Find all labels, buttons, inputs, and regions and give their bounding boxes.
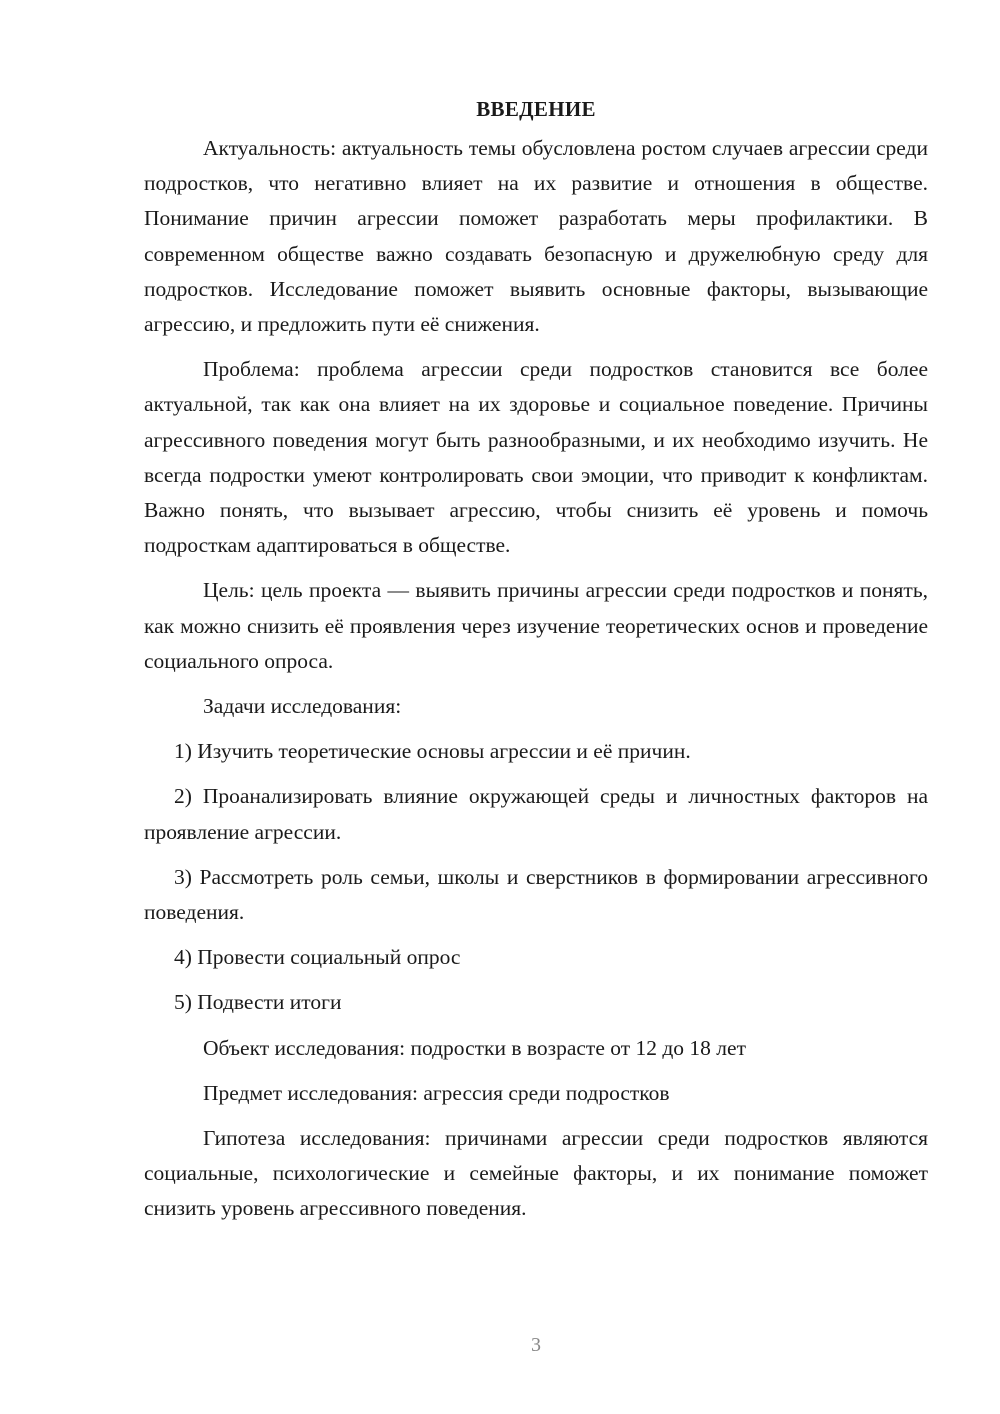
- paragraph-hypothesis: Гипотеза исследования: причинами агрессии среди подростков являются социальные, психологические и семейные факторы, и их понимание поможет снизить уровень агрессивного поведения.: [144, 1126, 928, 1221]
- task-item-5: 5) Подвести итоги: [174, 990, 342, 1015]
- task-item-1: 1) Изучить теоретические основы агрессии и её причин.: [174, 739, 691, 764]
- paragraph-relevance: Актуальность: актуальность темы обусловлена ростом случаев агрессии среди подростков, что негативно влияет на их развитие и отношения в обществе. Понимание причин агрессии поможет разработать меры профилактики. В современном обществе важно создавать безопасную и дружелюбную среду для подростков. Исследование поможет выявить основные факторы, вызывающие агрессию, и предложить пути её снижения.: [144, 136, 928, 337]
- section-title: ВВЕДЕНИЕ: [476, 97, 596, 121]
- paragraph-goal: Цель: цель проекта — выявить причины агрессии среди подростков и понять, как можно снизить её проявления через изучение теоретических основ и проведение социального опроса.: [144, 578, 928, 673]
- tasks-heading: Задачи исследования:: [203, 694, 402, 719]
- paragraph-problem: Проблема: проблема агрессии среди подростков становится все более актуальной, так как она влияет на их здоровье и социальное поведение. Причины агрессивного поведения могут быть разнообразными, и их необходимо изучить. Не всегда подростки умеют контролировать свои эмоции, что приводит к конфликтам. Важно понять, что вызывает агрессию, чтобы снизить её уровень и помочь подросткам адаптироваться в обществе.: [144, 357, 928, 558]
- document-page: [144, 92, 928, 1237]
- page-number: 3: [531, 1334, 541, 1356]
- task-item-2: 2) Проанализировать влияние окружающей среды и личностных факторов на проявление агрессии.: [144, 784, 928, 844]
- task-item-3: 3) Рассмотреть роль семьи, школы и сверстников в формировании агрессивного поведения.: [144, 864, 928, 925]
- task-item-4: 4) Провести социальный опрос: [174, 945, 461, 970]
- paragraph-object: Объект исследования: подростки в возрасте от 12 до 18 лет: [203, 1035, 746, 1060]
- paragraph-subject: Предмет исследования: агрессия среди подростков: [203, 1080, 670, 1105]
